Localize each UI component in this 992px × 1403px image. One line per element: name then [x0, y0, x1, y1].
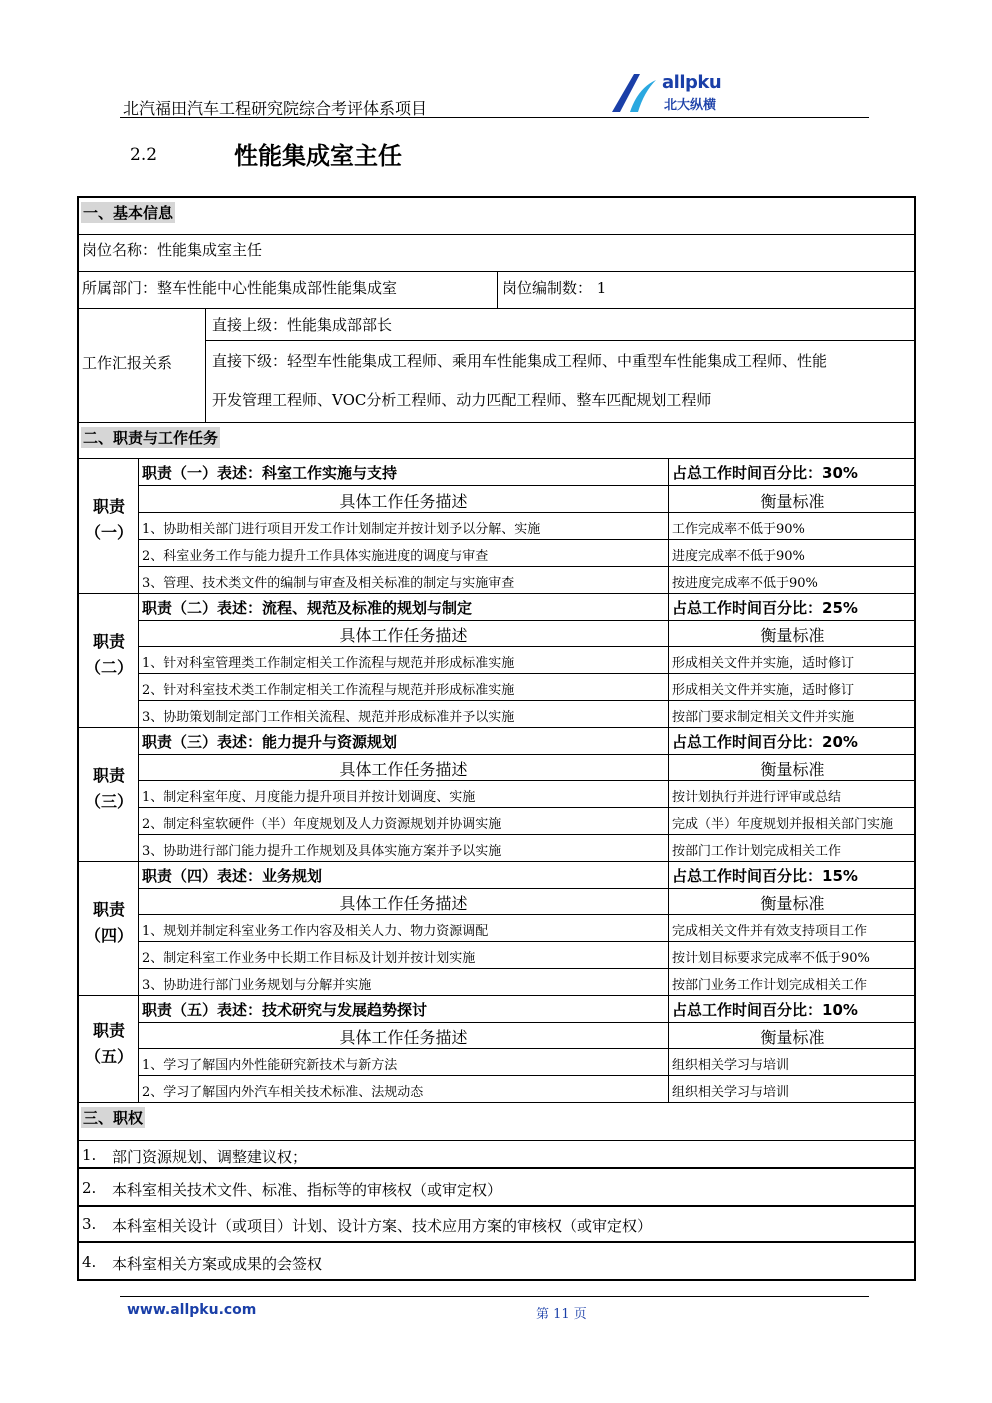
standard-text: 形成相关文件并实施，适时修订: [672, 683, 855, 698]
task-text: 3、管理、技术类文件的编制与审查及相关标准的制定与实施审查: [142, 576, 515, 591]
authority-item: 本科室相关方案或成果的会签权: [112, 1255, 323, 1273]
header-divider: [120, 117, 869, 118]
task-text: 3、协助进行部门业务规划与分解并实施: [142, 978, 372, 993]
duty-label: 职责（一）: [84, 497, 133, 542]
duties-heading: 二、职责与工作任务: [83, 429, 219, 447]
authority-item-number: 1.: [82, 1146, 97, 1164]
task-column-header: 具体工作任务描述: [339, 760, 468, 779]
authority-item-number: 3.: [82, 1215, 97, 1233]
standard-text: 按部门工作计划完成相关工作: [672, 844, 842, 859]
task-text: 2、制定科室工作业务中长期工作目标及计划并按计划实施: [142, 951, 476, 966]
task-text: 1、协助相关部门进行项目开发工作计划制定并按计划予以分解、实施: [142, 522, 541, 537]
allpku-logo: [608, 70, 728, 116]
duty-time-share: 占总工作时间百分比：10%: [672, 1001, 858, 1019]
duty-label: 职责（五）: [84, 1021, 133, 1066]
basic-info-heading: 一、基本信息: [83, 204, 174, 222]
logo-text-cn: 北大纵横: [664, 98, 717, 113]
duty-time-share: 占总工作时间百分比：15%: [672, 867, 858, 885]
task-text: 1、制定科室年度、月度能力提升项目并按计划调度、实施: [142, 790, 476, 805]
duty-time-share: 占总工作时间百分比：25%: [672, 599, 858, 617]
standard-text: 按部门业务工作计划完成相关工作: [672, 978, 868, 993]
duty-statement: 职责（三）表述：能力提升与资源规划: [142, 733, 398, 751]
task-text: 3、协助进行部门能力提升工作规划及具体实施方案并予以实施: [142, 844, 502, 859]
footer-website-link[interactable]: www.allpku.com: [127, 1302, 257, 1318]
page-number: 第 11 页: [536, 1307, 587, 1322]
standard-text: 按部门要求制定相关文件并实施: [672, 710, 855, 725]
standard-column-header: 衡量标准: [760, 894, 825, 913]
task-text: 3、协助策划制定部门工作相关流程、规范并形成标准并予以实施: [142, 710, 515, 725]
position-name: 岗位名称：性能集成室主任: [82, 241, 263, 259]
department: 所属部门：整车性能中心性能集成部性能集成室: [82, 279, 398, 297]
task-text: 2、学习了解国内外汽车相关技术标准、法规动态: [142, 1085, 424, 1100]
standard-column-header: 衡量标准: [760, 760, 825, 779]
standard-column-header: 衡量标准: [760, 1028, 825, 1047]
standard-text: 按计划目标要求完成率不低于90%: [672, 951, 870, 966]
authority-item-number: 4.: [82, 1253, 97, 1271]
footer-divider: [120, 1296, 869, 1297]
authority-item: 本科室相关设计（或项目）计划、设计方案、技术应用方案的审核权（或审定权）: [112, 1217, 653, 1235]
allpku-logo-mark-icon: [608, 70, 662, 116]
report-relation-label: 工作汇报关系: [82, 354, 173, 372]
direct-superior: 直接上级：性能集成部部长: [212, 316, 393, 334]
standard-text: 工作完成率不低于90%: [672, 522, 805, 537]
section-title: 性能集成室主任: [234, 142, 402, 170]
standard-column-header: 衡量标准: [760, 626, 825, 645]
standard-column-header: 衡量标准: [760, 492, 825, 511]
task-text: 2、制定科室软硬件（半）年度规划及人力资源规划并协调实施: [142, 817, 502, 832]
standard-text: 按进度完成率不低于90%: [672, 576, 818, 591]
task-text: 2、科室业务工作与能力提升工作具体实施进度的调度与审查: [142, 549, 489, 564]
duty-time-share: 占总工作时间百分比：30%: [672, 464, 858, 482]
headcount: 岗位编制数： 1: [502, 279, 607, 297]
task-text: 2、针对科室技术类工作制定相关工作流程与规范并形成标准实施: [142, 683, 515, 698]
standard-text: 按计划执行并进行评审或总结: [672, 790, 842, 805]
authority-item: 本科室相关技术文件、标准、指标等的审核权（或审定权）: [112, 1181, 503, 1199]
task-column-header: 具体工作任务描述: [339, 894, 468, 913]
duty-label: 职责（三）: [84, 766, 133, 811]
standard-text: 形成相关文件并实施，适时修订: [672, 656, 855, 671]
authority-heading: 三、职权: [83, 1109, 144, 1127]
document-header-title: 北汽福田汽车工程研究院综合考评体系项目: [123, 99, 428, 118]
task-column-header: 具体工作任务描述: [339, 492, 468, 511]
standard-text: 组织相关学习与培训: [672, 1058, 790, 1073]
duty-label: 职责（四）: [84, 900, 133, 945]
duty-statement: 职责（二）表述：流程、规范及标准的规划与制定: [142, 599, 473, 617]
task-column-header: 具体工作任务描述: [339, 1028, 468, 1047]
duty-statement: 职责（一）表述：科室工作实施与支持: [142, 464, 398, 482]
direct-subordinates-line2: 开发管理工程师、VOC分析工程师、动力匹配工程师、整车匹配规划工程师: [212, 391, 712, 409]
standard-text: 完成相关文件并有效支持项目工作: [672, 924, 868, 939]
logo-text-en: allpku: [662, 72, 722, 93]
duty-time-share: 占总工作时间百分比：20%: [672, 733, 858, 751]
direct-subordinates-line1: 直接下级：轻型车性能集成工程师、乘用车性能集成工程师、中重型车性能集成工程师、性能: [212, 352, 828, 370]
duty-label: 职责（二）: [84, 632, 133, 677]
standard-text: 组织相关学习与培训: [672, 1085, 790, 1100]
section-number: 2.2: [130, 145, 158, 165]
standard-text: 进度完成率不低于90%: [672, 549, 805, 564]
job-description-table: [77, 196, 916, 1281]
duty-statement: 职责（四）表述：业务规划: [142, 867, 323, 885]
duty-statement: 职责（五）表述：技术研究与发展趋势探讨: [142, 1001, 428, 1019]
authority-item: 部门资源规划、调整建议权；: [112, 1148, 308, 1166]
authority-item-number: 2.: [82, 1179, 97, 1197]
task-text: 1、规划并制定科室业务工作内容及相关人力、物力资源调配: [142, 924, 489, 939]
task-text: 1、学习了解国内外性能研究新技术与新方法: [142, 1058, 398, 1073]
task-text: 1、针对科室管理类工作制定相关工作流程与规范并形成标准实施: [142, 656, 515, 671]
task-column-header: 具体工作任务描述: [339, 626, 468, 645]
standard-text: 完成（半）年度规划并报相关部门实施: [672, 817, 894, 832]
